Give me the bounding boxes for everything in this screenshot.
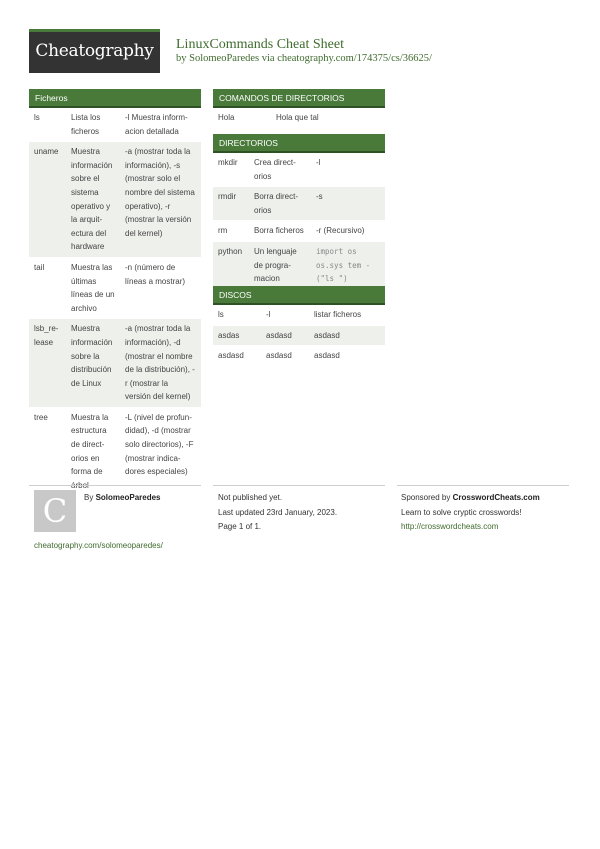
table-row bbox=[29, 257, 201, 318]
by-label: By bbox=[84, 493, 94, 502]
footer-divider bbox=[213, 485, 385, 486]
description-cell: -l bbox=[266, 310, 271, 319]
footer-divider bbox=[397, 485, 569, 486]
options-cell: -s bbox=[311, 187, 385, 221]
discos-section bbox=[213, 286, 385, 367]
command-cell: asdasd bbox=[218, 351, 244, 361]
options-cell: listar ficheros bbox=[314, 310, 362, 319]
table-row bbox=[213, 221, 385, 242]
description-cell: asdasd bbox=[266, 351, 292, 361]
section-title: DISCOS bbox=[213, 286, 385, 305]
options-cell: import os os.sys tem - ("ls ") bbox=[311, 241, 385, 289]
options-cell: asdasd bbox=[309, 325, 385, 346]
table-row bbox=[29, 407, 201, 496]
published-status: Not published yet. bbox=[218, 493, 283, 502]
table-row bbox=[213, 346, 385, 367]
options-cell: -l Muestra informacion detallada bbox=[125, 113, 188, 136]
description-cell: asdasd bbox=[261, 325, 309, 346]
comandos-section bbox=[213, 89, 385, 129]
page-title: LinuxCommands Cheat Sheet bbox=[176, 37, 344, 52]
table-row bbox=[213, 187, 385, 221]
author-link[interactable]: cheatography.com/solomeoparedes/ bbox=[34, 541, 163, 550]
ficheros-section bbox=[29, 89, 201, 496]
description-cell: Muestra la estructura de directorios en forma de bbox=[71, 412, 109, 477]
description-cell: Crea directorios bbox=[254, 158, 296, 181]
logo-text: Cheatography bbox=[35, 41, 154, 61]
table-row bbox=[213, 241, 385, 289]
command-cell: ls bbox=[34, 113, 40, 122]
table-row bbox=[213, 325, 385, 346]
description-cell: Muestra las últimas líneas de un archivo bbox=[71, 262, 115, 313]
section-title: Ficheros bbox=[29, 89, 201, 108]
command-cell: tail bbox=[34, 262, 45, 272]
command-cell: python bbox=[213, 241, 249, 289]
discos-table bbox=[213, 305, 385, 367]
sponsor-credit bbox=[401, 493, 540, 502]
options-cell: -n (número de líneas a mostrar) bbox=[125, 262, 186, 286]
command-cell: rmdir bbox=[213, 187, 249, 221]
author-name[interactable]: SolomeoParedes bbox=[95, 493, 161, 502]
directorios-section bbox=[213, 134, 385, 290]
description-cell: Borra directorios bbox=[249, 187, 311, 221]
table-row bbox=[213, 305, 385, 325]
command-cell: uname bbox=[29, 142, 66, 258]
description-cell: Un lenguaje de programacion bbox=[249, 241, 311, 289]
cheatography-logo[interactable] bbox=[29, 29, 160, 73]
command-cell: Hola bbox=[218, 113, 235, 122]
sponsor-link[interactable]: http://crosswordcheats.com bbox=[401, 522, 499, 531]
options-cell: -l bbox=[316, 158, 321, 167]
command-cell: mkdir bbox=[218, 158, 238, 167]
sponsor-name[interactable]: CrosswordCheats.com bbox=[452, 493, 540, 502]
table-row bbox=[29, 319, 201, 408]
table-row bbox=[29, 142, 201, 258]
table-row bbox=[29, 108, 201, 142]
description-cell: Muestra información sobre el sistema operativo y la arquitectura del hardware bbox=[66, 142, 120, 258]
section-title: COMANDOS DE DIRECTORIOS bbox=[213, 89, 385, 108]
footer-divider bbox=[29, 485, 201, 486]
sponsor-label: Sponsored by bbox=[401, 493, 451, 502]
sponsor-tagline: Learn to solve cryptic crosswords! bbox=[401, 508, 522, 517]
options-cell: -a (mostrar toda la información), -s (mostrar solo el nombre del sistema operativo), -r (mostrar la versión del kernel) bbox=[120, 142, 201, 258]
page-number: Page 1 of 1. bbox=[218, 522, 262, 531]
author-credit bbox=[84, 493, 161, 502]
section-title: DIRECTORIOS bbox=[213, 134, 385, 153]
options-cell: -a (mostrar toda la información), -d (mostrar el nombre de la distribución), -r (mostrar la versión del kernel) bbox=[120, 319, 201, 408]
description-cell: Hola que tal bbox=[276, 113, 319, 122]
command-cell: ls bbox=[218, 310, 224, 319]
options-cell: -L (nivel de profundidad), -d (mostrar solo directorios), -F (mostrar indicadores especiales) bbox=[125, 412, 194, 477]
last-updated: Last updated 23rd January, 2023. bbox=[218, 508, 338, 517]
comandos-table bbox=[213, 108, 385, 129]
description-cell: Muestra información sobre la distribución de Linux bbox=[66, 319, 120, 408]
byline[interactable]: by SolomeoParedes via cheatography.com/174375/cs/36625/ bbox=[176, 53, 432, 64]
command-cell: asdas bbox=[213, 325, 261, 346]
avatar-letter: C bbox=[42, 492, 68, 530]
description-cell: Lista los ficheros bbox=[71, 113, 101, 136]
command-cell: rm bbox=[218, 226, 228, 236]
options-cell: asdasd bbox=[314, 351, 340, 361]
table-row bbox=[213, 153, 385, 187]
directorios-table bbox=[213, 153, 385, 290]
ficheros-table bbox=[29, 108, 201, 496]
command-cell: tree bbox=[34, 412, 48, 422]
command-cell: lsb_release bbox=[29, 319, 66, 408]
description-cell: Borra ficheros bbox=[254, 226, 304, 236]
options-cell: -r (Recursivo) bbox=[316, 226, 365, 236]
table-row bbox=[213, 108, 385, 128]
author-avatar[interactable] bbox=[34, 490, 76, 532]
